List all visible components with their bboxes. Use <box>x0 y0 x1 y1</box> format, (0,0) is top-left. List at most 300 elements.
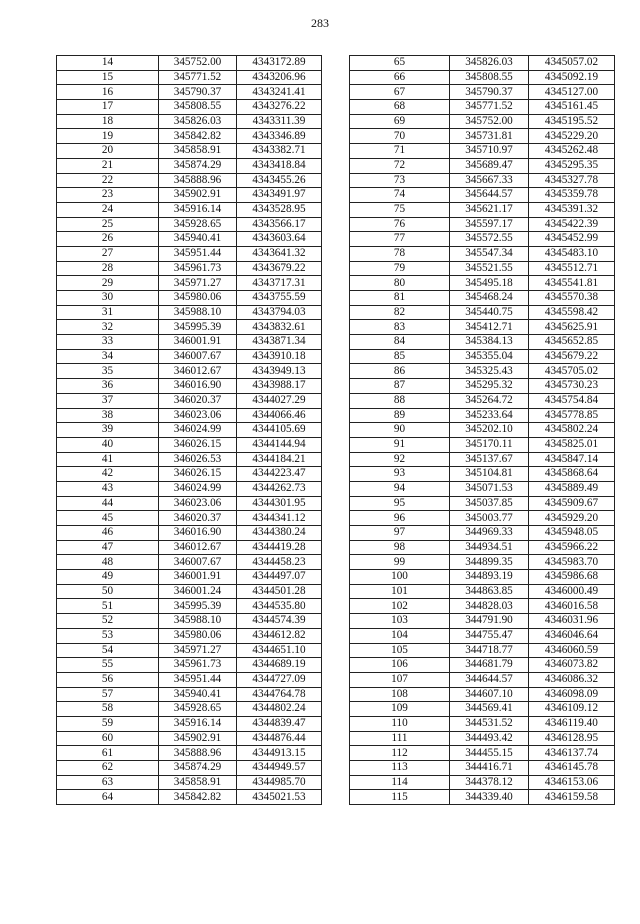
table-row <box>350 584 615 599</box>
x-coordinate-cell: 345826.03 <box>159 114 237 129</box>
x-coordinate-cell: 345858.91 <box>159 775 237 790</box>
point-number-cell: 43 <box>57 481 159 496</box>
table-row <box>57 716 322 731</box>
table-row <box>350 188 615 203</box>
table-row <box>57 570 322 585</box>
x-coordinate-cell: 345961.73 <box>159 658 237 673</box>
table-row <box>350 100 615 115</box>
x-coordinate-cell: 344718.77 <box>450 643 529 658</box>
point-number-cell: 55 <box>57 658 159 673</box>
y-coordinate-cell: 4345262.48 <box>529 144 615 159</box>
y-coordinate-cell: 4345295.35 <box>529 158 615 173</box>
table-row <box>350 276 615 291</box>
x-coordinate-cell: 345667.33 <box>450 173 529 188</box>
table-row <box>57 628 322 643</box>
x-coordinate-cell: 345902.91 <box>159 188 237 203</box>
y-coordinate-cell: 4346109.12 <box>529 702 615 717</box>
point-number-cell: 112 <box>350 746 450 761</box>
y-coordinate-cell: 4344949.57 <box>237 761 322 776</box>
y-coordinate-cell: 4343241.41 <box>237 85 322 100</box>
table-row <box>57 320 322 335</box>
x-coordinate-cell: 345842.82 <box>159 129 237 144</box>
x-coordinate-cell: 345928.65 <box>159 217 237 232</box>
point-number-cell: 30 <box>57 291 159 306</box>
point-number-cell: 52 <box>57 614 159 629</box>
x-coordinate-cell: 345355.04 <box>450 349 529 364</box>
table-row <box>57 599 322 614</box>
table-row <box>57 85 322 100</box>
table-row <box>57 393 322 408</box>
point-number-cell: 38 <box>57 408 159 423</box>
y-coordinate-cell: 4344501.28 <box>237 584 322 599</box>
y-coordinate-cell: 4345778.85 <box>529 408 615 423</box>
y-coordinate-cell: 4344341.12 <box>237 511 322 526</box>
table-row <box>57 761 322 776</box>
table-row <box>350 261 615 276</box>
point-number-cell: 14 <box>57 56 159 71</box>
point-number-cell: 115 <box>350 790 450 805</box>
point-number-cell: 74 <box>350 188 450 203</box>
coordinates-table-left-body <box>57 56 322 805</box>
table-row <box>57 232 322 247</box>
y-coordinate-cell: 4343832.61 <box>237 320 322 335</box>
table-row <box>57 467 322 482</box>
x-coordinate-cell: 345233.64 <box>450 408 529 423</box>
y-coordinate-cell: 4345868.64 <box>529 467 615 482</box>
y-coordinate-cell: 4345391.32 <box>529 202 615 217</box>
x-coordinate-cell: 346001.91 <box>159 335 237 350</box>
x-coordinate-cell: 344531.52 <box>450 716 529 731</box>
x-coordinate-cell: 344828.03 <box>450 599 529 614</box>
point-number-cell: 64 <box>57 790 159 805</box>
point-number-cell: 21 <box>57 158 159 173</box>
table-row <box>57 481 322 496</box>
table-row <box>350 467 615 482</box>
x-coordinate-cell: 345003.77 <box>450 511 529 526</box>
point-number-cell: 48 <box>57 555 159 570</box>
point-number-cell: 81 <box>350 291 450 306</box>
y-coordinate-cell: 4344497.07 <box>237 570 322 585</box>
x-coordinate-cell: 345961.73 <box>159 261 237 276</box>
table-row <box>350 761 615 776</box>
table-row <box>350 511 615 526</box>
point-number-cell: 62 <box>57 761 159 776</box>
point-number-cell: 91 <box>350 437 450 452</box>
x-coordinate-cell: 345888.96 <box>159 746 237 761</box>
point-number-cell: 33 <box>57 335 159 350</box>
table-row <box>350 85 615 100</box>
y-coordinate-cell: 4344458.23 <box>237 555 322 570</box>
point-number-cell: 53 <box>57 628 159 643</box>
x-coordinate-cell: 346026.53 <box>159 452 237 467</box>
table-row <box>350 232 615 247</box>
x-coordinate-cell: 345940.41 <box>159 687 237 702</box>
table-row <box>350 408 615 423</box>
y-coordinate-cell: 4345422.39 <box>529 217 615 232</box>
y-coordinate-cell: 4346046.64 <box>529 628 615 643</box>
point-number-cell: 83 <box>350 320 450 335</box>
x-coordinate-cell: 345995.39 <box>159 320 237 335</box>
table-row <box>350 526 615 541</box>
table-row <box>350 56 615 71</box>
point-number-cell: 61 <box>57 746 159 761</box>
point-number-cell: 72 <box>350 158 450 173</box>
x-coordinate-cell: 344969.33 <box>450 526 529 541</box>
point-number-cell: 27 <box>57 246 159 261</box>
table-row <box>350 672 615 687</box>
table-row <box>350 217 615 232</box>
table-row <box>57 746 322 761</box>
x-coordinate-cell: 345902.91 <box>159 731 237 746</box>
table-row <box>57 672 322 687</box>
x-coordinate-cell: 345521.55 <box>450 261 529 276</box>
table-row <box>57 114 322 129</box>
table-row <box>350 320 615 335</box>
x-coordinate-cell: 345440.75 <box>450 305 529 320</box>
y-coordinate-cell: 4345929.20 <box>529 511 615 526</box>
y-coordinate-cell: 4346159.58 <box>529 790 615 805</box>
table-row <box>350 775 615 790</box>
point-number-cell: 16 <box>57 85 159 100</box>
x-coordinate-cell: 345808.55 <box>450 70 529 85</box>
x-coordinate-cell: 345940.41 <box>159 232 237 247</box>
point-number-cell: 99 <box>350 555 450 570</box>
x-coordinate-cell: 344493.42 <box>450 731 529 746</box>
point-number-cell: 77 <box>350 232 450 247</box>
y-coordinate-cell: 4346137.74 <box>529 746 615 761</box>
y-coordinate-cell: 4344612.82 <box>237 628 322 643</box>
y-coordinate-cell: 4343871.34 <box>237 335 322 350</box>
y-coordinate-cell: 4345705.02 <box>529 364 615 379</box>
y-coordinate-cell: 4344985.70 <box>237 775 322 790</box>
page-number: 283 <box>311 16 329 30</box>
y-coordinate-cell: 4345021.53 <box>237 790 322 805</box>
table-row <box>57 408 322 423</box>
table-row <box>350 423 615 438</box>
table-row <box>350 643 615 658</box>
y-coordinate-cell: 4343206.96 <box>237 70 322 85</box>
y-coordinate-cell: 4343382.71 <box>237 144 322 159</box>
table-row <box>57 584 322 599</box>
table-row <box>350 658 615 673</box>
point-number-cell: 110 <box>350 716 450 731</box>
x-coordinate-cell: 345037.85 <box>450 496 529 511</box>
x-coordinate-cell: 345771.52 <box>450 100 529 115</box>
point-number-cell: 47 <box>57 540 159 555</box>
x-coordinate-cell: 344755.47 <box>450 628 529 643</box>
x-coordinate-cell: 345547.34 <box>450 246 529 261</box>
y-coordinate-cell: 4344839.47 <box>237 716 322 731</box>
y-coordinate-cell: 4344876.44 <box>237 731 322 746</box>
y-coordinate-cell: 4343172.89 <box>237 56 322 71</box>
x-coordinate-cell: 346001.24 <box>159 584 237 599</box>
x-coordinate-cell: 346012.67 <box>159 540 237 555</box>
point-number-cell: 40 <box>57 437 159 452</box>
point-number-cell: 66 <box>350 70 450 85</box>
y-coordinate-cell: 4343679.22 <box>237 261 322 276</box>
point-number-cell: 35 <box>57 364 159 379</box>
y-coordinate-cell: 4343276.22 <box>237 100 322 115</box>
y-coordinate-cell: 4344689.19 <box>237 658 322 673</box>
x-coordinate-cell: 344416.71 <box>450 761 529 776</box>
table-row <box>350 246 615 261</box>
x-coordinate-cell: 345790.37 <box>159 85 237 100</box>
table-row <box>57 540 322 555</box>
y-coordinate-cell: 4344535.80 <box>237 599 322 614</box>
point-number-cell: 56 <box>57 672 159 687</box>
table-row <box>57 158 322 173</box>
table-row <box>350 129 615 144</box>
x-coordinate-cell: 345988.10 <box>159 614 237 629</box>
y-coordinate-cell: 4345452.99 <box>529 232 615 247</box>
y-coordinate-cell: 4343418.84 <box>237 158 322 173</box>
point-number-cell: 34 <box>57 349 159 364</box>
point-number-cell: 85 <box>350 349 450 364</box>
coordinates-table-left <box>56 55 322 805</box>
y-coordinate-cell: 4344027.29 <box>237 393 322 408</box>
y-coordinate-cell: 4346073.82 <box>529 658 615 673</box>
x-coordinate-cell: 345874.29 <box>159 761 237 776</box>
y-coordinate-cell: 4344184.21 <box>237 452 322 467</box>
x-coordinate-cell: 344863.85 <box>450 584 529 599</box>
point-number-cell: 54 <box>57 643 159 658</box>
y-coordinate-cell: 4344066.46 <box>237 408 322 423</box>
point-number-cell: 68 <box>350 100 450 115</box>
table-row <box>350 496 615 511</box>
y-coordinate-cell: 4344651.10 <box>237 643 322 658</box>
point-number-cell: 70 <box>350 129 450 144</box>
y-coordinate-cell: 4344764.78 <box>237 687 322 702</box>
point-number-cell: 20 <box>57 144 159 159</box>
y-coordinate-cell: 4345161.45 <box>529 100 615 115</box>
point-number-cell: 94 <box>350 481 450 496</box>
table-row <box>57 643 322 658</box>
x-coordinate-cell: 345928.65 <box>159 702 237 717</box>
point-number-cell: 76 <box>350 217 450 232</box>
point-number-cell: 57 <box>57 687 159 702</box>
x-coordinate-cell: 346020.37 <box>159 511 237 526</box>
point-number-cell: 51 <box>57 599 159 614</box>
y-coordinate-cell: 4345889.49 <box>529 481 615 496</box>
table-row <box>57 526 322 541</box>
x-coordinate-cell: 345752.00 <box>450 114 529 129</box>
x-coordinate-cell: 345808.55 <box>159 100 237 115</box>
table-row <box>350 716 615 731</box>
table-row <box>350 481 615 496</box>
point-number-cell: 63 <box>57 775 159 790</box>
x-coordinate-cell: 345572.55 <box>450 232 529 247</box>
point-number-cell: 105 <box>350 643 450 658</box>
y-coordinate-cell: 4345512.71 <box>529 261 615 276</box>
table-row <box>350 555 615 570</box>
x-coordinate-cell: 344934.51 <box>450 540 529 555</box>
x-coordinate-cell: 346016.90 <box>159 379 237 394</box>
x-coordinate-cell: 346023.06 <box>159 496 237 511</box>
y-coordinate-cell: 4343346.89 <box>237 129 322 144</box>
x-coordinate-cell: 345468.24 <box>450 291 529 306</box>
table-row <box>57 261 322 276</box>
x-coordinate-cell: 345916.14 <box>159 716 237 731</box>
x-coordinate-cell: 346001.91 <box>159 570 237 585</box>
y-coordinate-cell: 4344727.09 <box>237 672 322 687</box>
y-coordinate-cell: 4344301.95 <box>237 496 322 511</box>
y-coordinate-cell: 4345092.19 <box>529 70 615 85</box>
y-coordinate-cell: 4344802.24 <box>237 702 322 717</box>
point-number-cell: 96 <box>350 511 450 526</box>
table-row <box>57 217 322 232</box>
y-coordinate-cell: 4345966.22 <box>529 540 615 555</box>
table-row <box>350 687 615 702</box>
x-coordinate-cell: 345888.96 <box>159 173 237 188</box>
table-row <box>350 393 615 408</box>
point-number-cell: 42 <box>57 467 159 482</box>
point-number-cell: 18 <box>57 114 159 129</box>
point-number-cell: 29 <box>57 276 159 291</box>
x-coordinate-cell: 344644.57 <box>450 672 529 687</box>
point-number-cell: 25 <box>57 217 159 232</box>
x-coordinate-cell: 344681.79 <box>450 658 529 673</box>
point-number-cell: 59 <box>57 716 159 731</box>
table-row <box>350 291 615 306</box>
table-row <box>57 188 322 203</box>
table-row <box>57 452 322 467</box>
x-coordinate-cell: 346024.99 <box>159 423 237 438</box>
point-number-cell: 86 <box>350 364 450 379</box>
x-coordinate-cell: 345597.17 <box>450 217 529 232</box>
table-row <box>350 349 615 364</box>
x-coordinate-cell: 345995.39 <box>159 599 237 614</box>
x-coordinate-cell: 345980.06 <box>159 291 237 306</box>
table-row <box>57 335 322 350</box>
y-coordinate-cell: 4346119.40 <box>529 716 615 731</box>
x-coordinate-cell: 345790.37 <box>450 85 529 100</box>
x-coordinate-cell: 345951.44 <box>159 246 237 261</box>
y-coordinate-cell: 4346128.95 <box>529 731 615 746</box>
table-row <box>350 173 615 188</box>
point-number-cell: 19 <box>57 129 159 144</box>
table-row <box>57 775 322 790</box>
table-row <box>57 423 322 438</box>
y-coordinate-cell: 4346016.58 <box>529 599 615 614</box>
x-coordinate-cell: 344569.41 <box>450 702 529 717</box>
x-coordinate-cell: 346007.67 <box>159 555 237 570</box>
y-coordinate-cell: 4345652.85 <box>529 335 615 350</box>
table-row <box>350 452 615 467</box>
table-row <box>350 731 615 746</box>
y-coordinate-cell: 4346086.32 <box>529 672 615 687</box>
x-coordinate-cell: 345104.81 <box>450 467 529 482</box>
point-number-cell: 69 <box>350 114 450 129</box>
point-number-cell: 108 <box>350 687 450 702</box>
x-coordinate-cell: 345988.10 <box>159 305 237 320</box>
point-number-cell: 65 <box>350 56 450 71</box>
point-number-cell: 50 <box>57 584 159 599</box>
x-coordinate-cell: 345858.91 <box>159 144 237 159</box>
point-number-cell: 114 <box>350 775 450 790</box>
y-coordinate-cell: 4345359.78 <box>529 188 615 203</box>
y-coordinate-cell: 4345825.01 <box>529 437 615 452</box>
y-coordinate-cell: 4344105.69 <box>237 423 322 438</box>
point-number-cell: 36 <box>57 379 159 394</box>
y-coordinate-cell: 4345983.70 <box>529 555 615 570</box>
table-row <box>57 349 322 364</box>
point-number-cell: 79 <box>350 261 450 276</box>
point-number-cell: 17 <box>57 100 159 115</box>
point-number-cell: 98 <box>350 540 450 555</box>
table-row <box>350 335 615 350</box>
x-coordinate-cell: 345295.32 <box>450 379 529 394</box>
x-coordinate-cell: 346012.67 <box>159 364 237 379</box>
x-coordinate-cell: 345951.44 <box>159 672 237 687</box>
y-coordinate-cell: 4343988.17 <box>237 379 322 394</box>
point-number-cell: 102 <box>350 599 450 614</box>
table-row <box>350 114 615 129</box>
x-coordinate-cell: 345971.27 <box>159 643 237 658</box>
x-coordinate-cell: 345137.67 <box>450 452 529 467</box>
table-row <box>350 202 615 217</box>
y-coordinate-cell: 4343603.64 <box>237 232 322 247</box>
table-row <box>350 702 615 717</box>
x-coordinate-cell: 345264.72 <box>450 393 529 408</box>
y-coordinate-cell: 4343311.39 <box>237 114 322 129</box>
table-row <box>57 276 322 291</box>
point-number-cell: 71 <box>350 144 450 159</box>
x-coordinate-cell: 344607.10 <box>450 687 529 702</box>
x-coordinate-cell: 345710.97 <box>450 144 529 159</box>
x-coordinate-cell: 345971.27 <box>159 276 237 291</box>
table-row <box>57 364 322 379</box>
point-number-cell: 111 <box>350 731 450 746</box>
y-coordinate-cell: 4343641.32 <box>237 246 322 261</box>
table-row <box>57 100 322 115</box>
y-coordinate-cell: 4345483.10 <box>529 246 615 261</box>
y-coordinate-cell: 4345679.22 <box>529 349 615 364</box>
y-coordinate-cell: 4345909.67 <box>529 496 615 511</box>
x-coordinate-cell: 344899.35 <box>450 555 529 570</box>
y-coordinate-cell: 4343491.97 <box>237 188 322 203</box>
table-row <box>350 144 615 159</box>
table-row <box>57 379 322 394</box>
y-coordinate-cell: 4345229.20 <box>529 129 615 144</box>
point-number-cell: 107 <box>350 672 450 687</box>
point-number-cell: 15 <box>57 70 159 85</box>
point-number-cell: 75 <box>350 202 450 217</box>
y-coordinate-cell: 4344144.94 <box>237 437 322 452</box>
x-coordinate-cell: 344893.19 <box>450 570 529 585</box>
table-row <box>350 599 615 614</box>
table-row <box>57 511 322 526</box>
y-coordinate-cell: 4345754.84 <box>529 393 615 408</box>
point-number-cell: 44 <box>57 496 159 511</box>
point-number-cell: 28 <box>57 261 159 276</box>
point-number-cell: 89 <box>350 408 450 423</box>
point-number-cell: 82 <box>350 305 450 320</box>
x-coordinate-cell: 346023.06 <box>159 408 237 423</box>
table-row <box>350 540 615 555</box>
point-number-cell: 41 <box>57 452 159 467</box>
point-number-cell: 113 <box>350 761 450 776</box>
y-coordinate-cell: 4345986.68 <box>529 570 615 585</box>
point-number-cell: 32 <box>57 320 159 335</box>
y-coordinate-cell: 4346031.96 <box>529 614 615 629</box>
y-coordinate-cell: 4343455.26 <box>237 173 322 188</box>
y-coordinate-cell: 4345847.14 <box>529 452 615 467</box>
x-coordinate-cell: 344791.90 <box>450 614 529 629</box>
x-coordinate-cell: 346024.99 <box>159 481 237 496</box>
y-coordinate-cell: 4345730.23 <box>529 379 615 394</box>
y-coordinate-cell: 4345948.05 <box>529 526 615 541</box>
x-coordinate-cell: 345170.11 <box>450 437 529 452</box>
